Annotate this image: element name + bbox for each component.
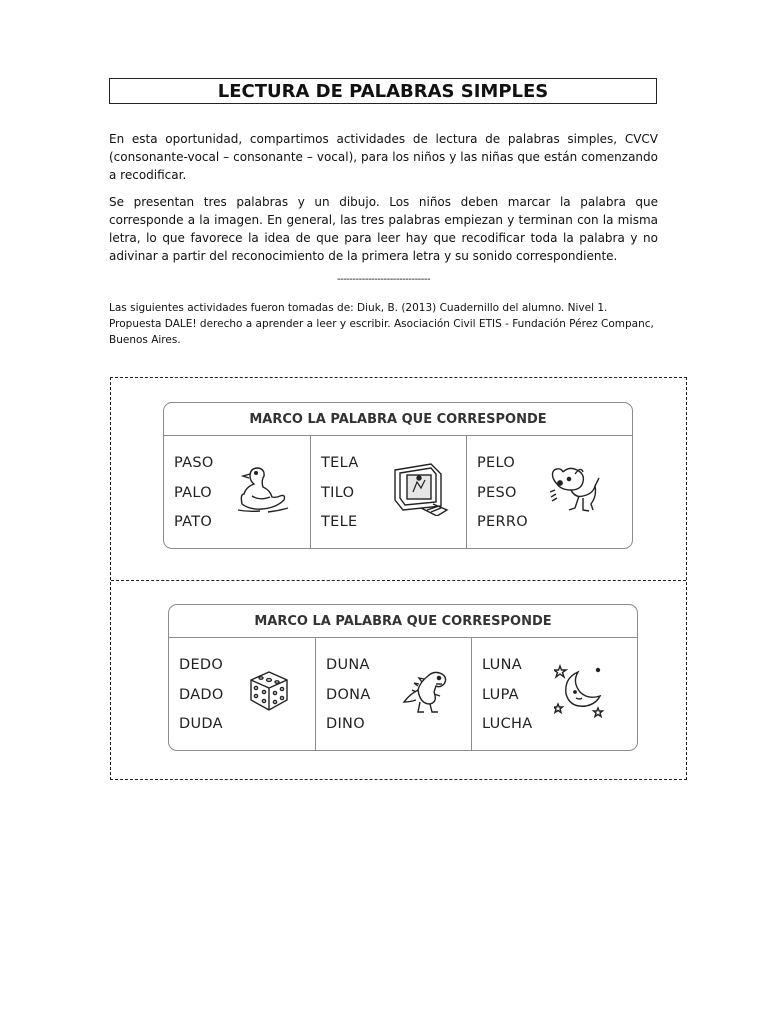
document-title: LECTURA DE PALABRAS SIMPLES <box>109 78 657 104</box>
exercise-header: MARCO LA PALABRA QUE CORRESPONDE <box>164 403 632 436</box>
dinosaur-icon <box>400 668 450 716</box>
dog-icon <box>549 464 603 516</box>
word-option[interactable]: PASO <box>174 455 214 471</box>
word-option[interactable]: PATO <box>174 514 213 530</box>
word-option[interactable]: PESO <box>477 484 517 501</box>
word-option[interactable]: TILO <box>321 484 355 501</box>
exercise-cell-dice <box>169 638 315 751</box>
source-citation: Las siguientes actividades fueron tomadas de: Diuk, B. (2013) Cuadernillo del alumno. Nivel 1. Propuesta DALE! derecho a aprender a leer y escribir. Asociación Civil ETIS - Fundación Pérez Companc, Buenos Aires. <box>109 302 654 346</box>
word-option[interactable]: PALO <box>174 484 212 501</box>
word-option[interactable]: TELA <box>321 455 359 471</box>
exercise-cell-dinosaur <box>315 638 471 751</box>
section-separator: ------------------------------ <box>336 274 431 285</box>
word-option[interactable]: DUDA <box>179 716 223 732</box>
activity-cut-area <box>110 377 687 780</box>
exercise-card-1 <box>163 402 633 549</box>
word-option[interactable]: LUPA <box>482 686 519 703</box>
cut-line <box>111 580 686 581</box>
word-option[interactable]: LUNA <box>482 657 522 673</box>
intro-paragraph: En esta oportunidad, compartimos actividades de lectura de palabras simples, CVCV (consonante-vocal – consonante – vocal), para los niños y las niñas que están comenzando a recodificar. <box>109 132 658 182</box>
word-option[interactable]: LUCHA <box>482 716 533 732</box>
moon-stars-icon <box>554 662 608 718</box>
dice-icon <box>247 668 291 714</box>
exercise-cell-television <box>310 436 466 549</box>
word-option[interactable]: DEDO <box>179 657 224 673</box>
word-option[interactable]: PELO <box>477 455 516 471</box>
word-option[interactable]: DUNA <box>326 657 370 673</box>
exercise-cell-duck <box>164 436 310 549</box>
word-option[interactable]: DINO <box>326 716 365 732</box>
word-option[interactable]: DADO <box>179 686 224 703</box>
word-option[interactable]: DONA <box>326 686 371 703</box>
exercise-cell-dog <box>466 436 632 549</box>
duck-icon <box>236 464 290 514</box>
word-option[interactable]: PERRO <box>477 514 528 530</box>
television-icon <box>391 460 449 516</box>
word-option[interactable]: TELE <box>321 514 358 530</box>
exercise-card-2 <box>168 604 638 751</box>
exercise-cell-moon <box>471 638 637 751</box>
instructions-paragraph: Se presentan tres palabras y un dibujo. Los niños deben marcar la palabra que corresponde a la imagen. En general, las tres palabras empiezan y terminan con la misma letra, lo que favorece la idea de que para leer hay que recodificar toda la palabra y no adivinar a partir del reconocimiento de la primera letra y su sonido correspondiente. <box>109 195 658 263</box>
exercise-header: MARCO LA PALABRA QUE CORRESPONDE <box>169 605 637 638</box>
